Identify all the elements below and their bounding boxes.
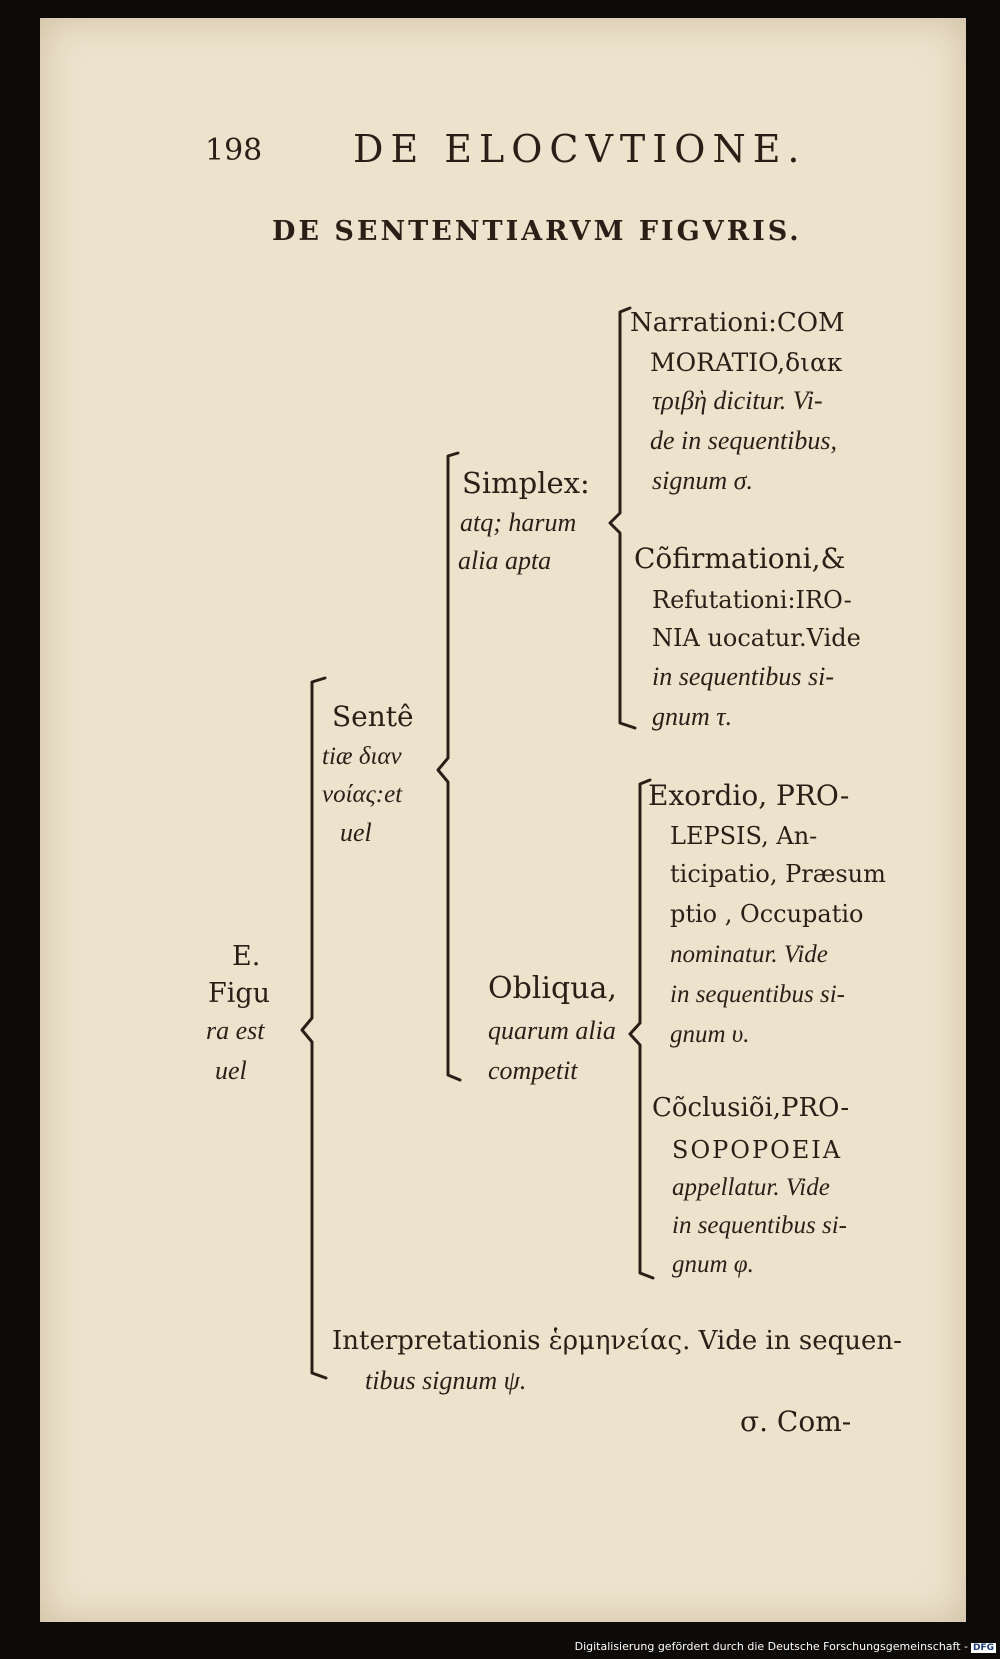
interpretationis-line-2: tibus signum ψ. — [365, 1366, 527, 1395]
exordio-line-7: gnum υ. — [670, 1021, 750, 1048]
conclusioni-line-2: SOPOPOEIA — [672, 1136, 843, 1164]
narrationi-line-4: de in sequentibus, — [650, 426, 838, 455]
exordio-line-4: ptio , Occupatio — [670, 900, 864, 928]
confirmationi-line-3: NIA uocatur.Vide — [652, 624, 861, 652]
narrationi-line-1: Narrationi:COM — [630, 308, 845, 338]
funding-footer — [575, 1640, 996, 1653]
book-page — [40, 18, 966, 1622]
simplex-line-1: Simplex: — [462, 466, 590, 500]
sententiae-line-3: νοίας:et — [322, 781, 403, 808]
confirmationi-line-1: Cõfirmationi,& — [634, 542, 846, 575]
dfg-logo: DFG — [972, 1643, 994, 1653]
narrationi-line-2: MORATIO,διακ — [650, 348, 843, 377]
sententiae-line-2: tiæ διαν — [322, 743, 402, 770]
root-line-1: E. — [232, 941, 261, 972]
section-title: DE SENTENTIARVM FIGVRIS. — [272, 216, 802, 247]
exordio-line-6: in sequentibus si- — [670, 981, 845, 1008]
interpretationis-line-1: Interpretationis ἑρμηνείας. Vide in sequen- — [332, 1326, 902, 1356]
obliqua-line-3: competit — [488, 1056, 578, 1085]
narrationi-line-3: τριβὴ dicitur. Vi- — [652, 386, 823, 415]
obliqua-line-1: Obliqua, — [488, 971, 617, 1006]
footer-text: Digitalisierung gefördert durch die Deutsche Forschungsgemeinschaft - — [574, 1640, 968, 1653]
sententiae-line-1: Sentê — [332, 700, 414, 733]
exordio-line-2: LEPSIS, An- — [670, 822, 818, 850]
sententiae-brace — [438, 453, 460, 1080]
running-title: DE ELOCVTIONE. — [353, 127, 807, 171]
page-number: 198 — [205, 133, 263, 168]
simplex-brace — [610, 308, 635, 728]
conclusioni-line-5: gnum φ. — [672, 1251, 754, 1278]
root-line-3: ra est — [206, 1016, 265, 1045]
confirmationi-line-2: Refutationi:IRO- — [652, 586, 852, 614]
conclusioni-line-3: appellatur. Vide — [672, 1174, 830, 1201]
catchword: σ. Com- — [740, 1405, 852, 1438]
simplex-line-3: alia apta — [458, 546, 552, 575]
confirmationi-line-5: gnum τ. — [652, 702, 733, 731]
exordio-line-3: ticipatio, Præsum — [670, 860, 886, 888]
sententiae-line-4: uel — [340, 818, 372, 847]
conclusioni-line-4: in sequentibus si- — [672, 1212, 847, 1239]
exordio-line-5: nominatur. Vide — [670, 941, 828, 968]
narrationi-line-5: signum σ. — [652, 466, 753, 495]
confirmationi-line-4: in sequentibus si- — [652, 662, 834, 691]
root-line-4: uel — [215, 1056, 247, 1085]
exordio-line-1: Exordio, PRO- — [648, 779, 850, 812]
conclusioni-line-1: Cõclusiõi,PRO- — [652, 1093, 850, 1123]
obliqua-line-2: quarum alia — [488, 1016, 616, 1045]
root-line-2: Figu — [208, 978, 271, 1009]
simplex-line-2: atq; harum — [460, 508, 577, 537]
obliqua-brace — [630, 780, 653, 1278]
